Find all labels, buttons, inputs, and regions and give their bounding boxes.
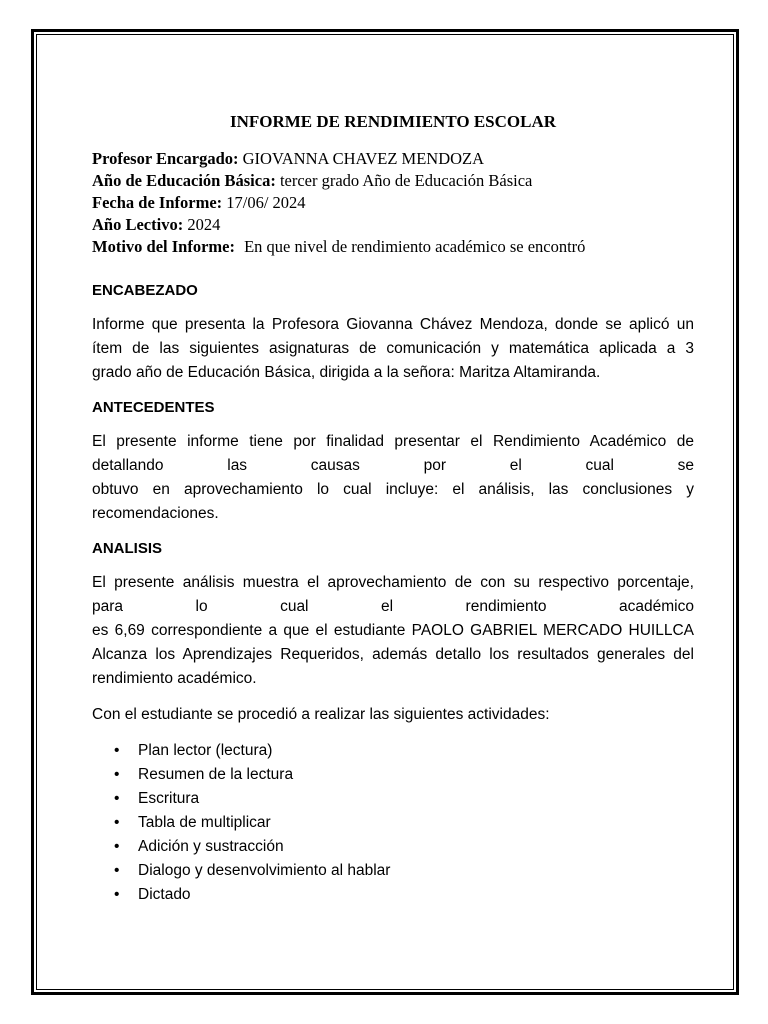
paragraph-line: Informe que presenta la Profesora Giovanna Chávez Mendoza, donde se aplicó un bbox=[92, 316, 694, 333]
bullet-icon: • bbox=[114, 838, 120, 855]
bullet-icon: • bbox=[114, 742, 120, 759]
meta-anio-lectivo-value: 2024 bbox=[187, 215, 221, 234]
report-title: INFORME DE RENDIMIENTO ESCOLAR bbox=[229, 112, 557, 131]
meta-profesor-label: Profesor Encargado: bbox=[92, 149, 239, 168]
meta-anio-lectivo bbox=[92, 214, 694, 236]
list-item bbox=[92, 739, 694, 763]
paragraph-line: grado año de Educación Básica, dirigida a la señora: Maritza Altamiranda. bbox=[92, 364, 601, 381]
list-item-text: Plan lector (lectura) bbox=[138, 742, 273, 759]
meta-anio-basica-value: tercer grado Año de Educación Básica bbox=[279, 171, 533, 190]
activities-list bbox=[92, 739, 694, 907]
meta-fecha-label: Fecha de Informe: bbox=[92, 193, 223, 212]
list-item bbox=[92, 859, 694, 883]
paragraph-line: para lo cual el rendimiento académico bbox=[92, 598, 694, 615]
bullet-icon: • bbox=[114, 766, 120, 783]
bullet-icon: • bbox=[114, 862, 120, 879]
list-item bbox=[92, 763, 694, 787]
list-item bbox=[92, 835, 694, 859]
bullet-icon: • bbox=[114, 886, 120, 903]
paragraph-line: recomendaciones. bbox=[92, 505, 219, 522]
paragraph-line: rendimiento académico. bbox=[92, 670, 257, 687]
meta-motivo bbox=[92, 236, 694, 258]
meta-anio-lectivo-label: Año Lectivo: bbox=[92, 215, 184, 234]
meta-fecha bbox=[92, 192, 694, 214]
document-body bbox=[92, 112, 694, 907]
paragraph-encabezado bbox=[92, 313, 694, 385]
meta-fecha-value: 17/06/ 2024 bbox=[226, 193, 306, 212]
meta-motivo-label: Motivo del Informe: bbox=[92, 237, 235, 256]
list-item-text: Escritura bbox=[138, 790, 200, 807]
paragraph-actividades-intro: Con el estudiante se procedió a realizar las siguientes actividades: bbox=[92, 706, 550, 723]
list-item-text: Dictado bbox=[138, 886, 191, 903]
section-heading-antecedentes: ANTECEDENTES bbox=[92, 399, 215, 416]
bullet-icon: • bbox=[114, 814, 120, 831]
meta-profesor-value: GIOVANNA CHAVEZ MENDOZA bbox=[242, 149, 485, 168]
paragraph-line: es 6,69 correspondiente a que el estudiante PAOLO GABRIEL MERCADO HUILLCA bbox=[92, 622, 694, 639]
list-item-text: Dialogo y desenvolvimiento al hablar bbox=[138, 862, 391, 879]
paragraph-line: Alcanza los Aprendizajes Requeridos, además detallo los resultados generales del bbox=[92, 646, 694, 663]
meta-motivo-value: En que nivel de rendimiento académico se encontró bbox=[244, 237, 586, 256]
list-item bbox=[92, 787, 694, 811]
section-heading-encabezado: ENCABEZADO bbox=[92, 282, 198, 299]
report-metadata bbox=[92, 148, 694, 258]
list-item bbox=[92, 883, 694, 907]
paragraph-line: El presente informe tiene por finalidad presentar el Rendimiento Académico de bbox=[92, 433, 694, 450]
meta-anio-basica-label: Año de Educación Básica: bbox=[92, 171, 276, 190]
section-heading-analisis: ANALISIS bbox=[92, 540, 163, 557]
paragraph-line: detallando las causas por el cual se bbox=[92, 457, 694, 474]
list-item-text: Tabla de multiplicar bbox=[138, 814, 271, 831]
meta-anio-basica bbox=[92, 170, 694, 192]
list-item bbox=[92, 811, 694, 835]
meta-profesor bbox=[92, 148, 694, 170]
bullet-icon: • bbox=[114, 790, 120, 807]
paragraph-line: ítem de las siguientes asignaturas de comunicación y matemática aplicada a 3 bbox=[92, 340, 694, 357]
paragraph-line: El presente análisis muestra el aprovechamiento de con su respectivo porcentaje, bbox=[92, 574, 694, 591]
paragraph-analisis bbox=[92, 571, 694, 691]
list-item-text: Adición y sustracción bbox=[138, 838, 284, 855]
paragraph-line: obtuvo en aprovechamiento lo cual incluye: el análisis, las conclusiones y bbox=[92, 481, 694, 498]
list-item-text: Resumen de la lectura bbox=[138, 766, 294, 783]
paragraph-antecedentes bbox=[92, 430, 694, 526]
